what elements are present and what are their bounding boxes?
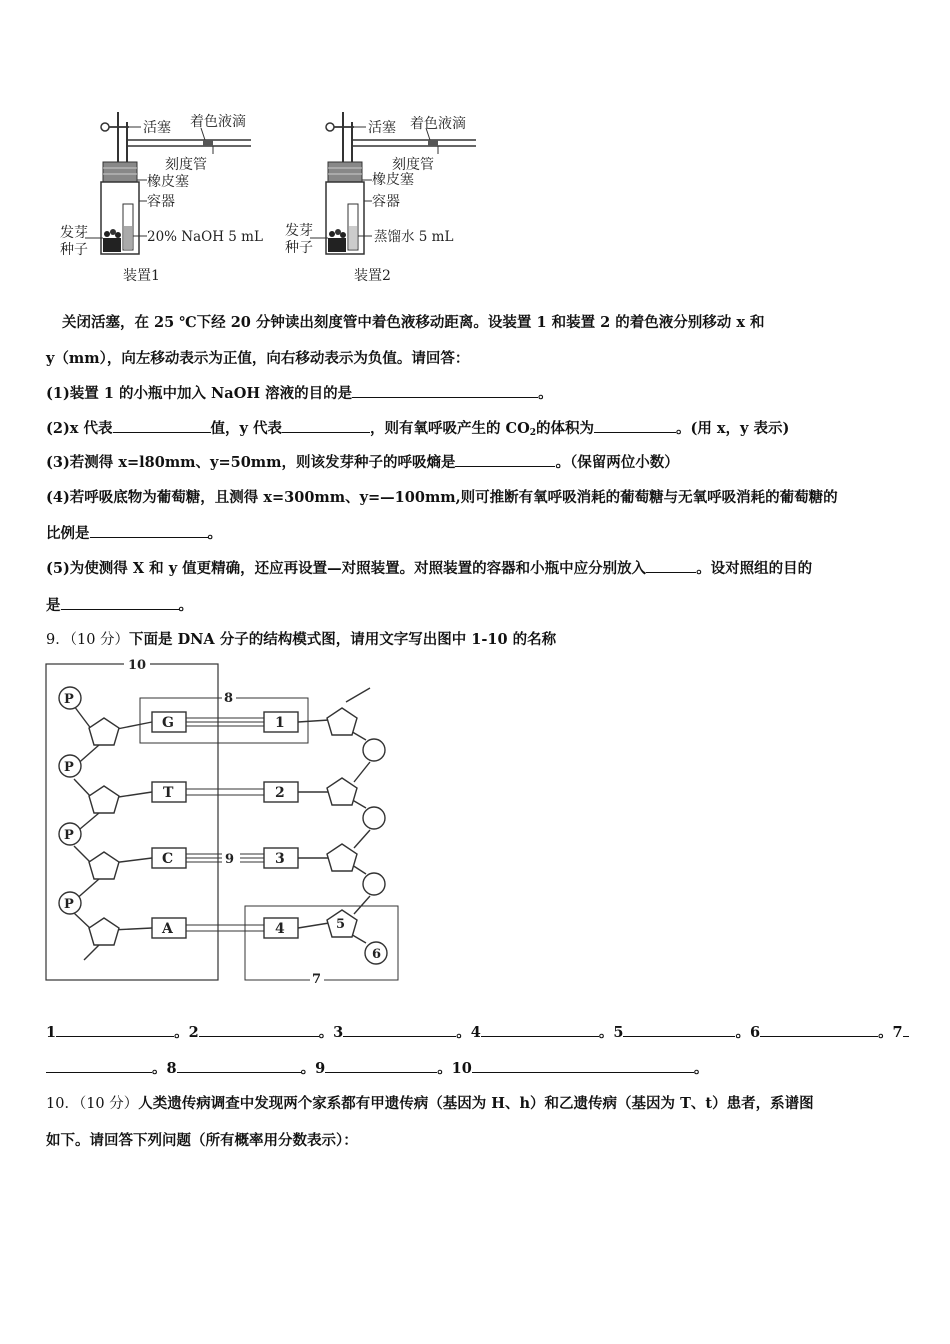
q8-part2-text-a: (2)x 代表: [46, 420, 113, 437]
answer-blank[interactable]: [646, 558, 696, 574]
q8-part3: [46, 451, 679, 472]
container-label: 容器: [372, 194, 400, 210]
device-2: [285, 112, 476, 284]
answer-blank[interactable]: [90, 523, 208, 539]
q10-text: 人类遗传病调查中发现两个家系都有甲遗传病（基因为 H、h）和乙遗传病（基因为 T、t）患者，系谱图: [138, 1095, 814, 1112]
stopper-label: 橡皮塞: [372, 172, 414, 188]
q9-prompt: [46, 628, 556, 649]
q9-text: 下面是 DNA 分子的结构模式图，请用文字写出图中 1-10 的名称: [129, 631, 557, 648]
answer-blank[interactable]: [199, 1022, 319, 1038]
q8-part2-text-b: 值，y 代表: [210, 420, 282, 437]
stopcock-label: 活塞: [143, 120, 171, 136]
q8-part5-text-c: 是: [46, 597, 61, 614]
q8-part5-text-b: 。设对照组的目的: [696, 560, 813, 577]
stopcock-handle: [101, 123, 109, 131]
q8-intro-line2: y（mm），向左移动表示为正值，向右移动表示为负值。请回答：: [46, 350, 470, 367]
q9-answers-line1: [46, 1021, 909, 1042]
q10-number: 10．（10 分）: [46, 1096, 139, 1112]
seeds-label-line1: 发芽: [60, 225, 88, 241]
answer-blank[interactable]: [455, 452, 555, 468]
label-8: 8: [224, 691, 234, 706]
base-label: A: [162, 921, 173, 937]
q8-part5-end: 。: [178, 597, 193, 614]
answer-blank[interactable]: [623, 1022, 735, 1038]
number-label: 1: [275, 715, 285, 731]
q8-intro-line1: 关闭活塞，在 25 ℃下经 20 分钟读出刻度管中着色液移动距离。设装置 1 和装置 2 的着色液分别移动 x 和: [62, 314, 765, 331]
stopcock-handle: [326, 123, 334, 131]
label-5: 5: [336, 917, 346, 932]
answer-label: 。3: [318, 1024, 344, 1041]
q8-part5-line1: [46, 557, 812, 578]
q9-answers-line2: [46, 1057, 708, 1078]
q9-number: 9．（10 分）: [46, 632, 130, 648]
answer-blank[interactable]: [472, 1058, 694, 1074]
co2-subscript: 2: [529, 428, 536, 438]
q10-prompt-line2: 如下。请回答下列问题（所有概率用分数表示）：: [46, 1132, 358, 1149]
solution-label: 蒸馏水 5 mL: [374, 229, 454, 245]
box-10: [46, 664, 218, 980]
answer-blank[interactable]: [594, 418, 676, 434]
answer-blank[interactable]: [903, 1022, 909, 1038]
respiration-apparatus-figure: [55, 100, 485, 290]
q8-part2: [46, 417, 789, 438]
q10-prompt-line1: [46, 1092, 814, 1113]
label-10: 10: [128, 658, 147, 673]
container-label: 容器: [147, 194, 175, 210]
q8-part4-text: 比例是: [46, 525, 90, 542]
answer-label: 。2: [174, 1024, 199, 1041]
answer-blank[interactable]: [61, 595, 179, 611]
answer-label: 1: [46, 1024, 57, 1041]
q8-part1-text: (1)装置 1 的小瓶中加入 NaOH 溶液的目的是: [46, 385, 353, 402]
dna-structure-diagram: [44, 658, 404, 990]
label-6: 6: [372, 947, 382, 962]
seeds-label-line2: 种子: [60, 242, 88, 258]
seeds-label-line2: 种子: [285, 240, 313, 256]
q8-part2-text-c: ，则有氧呼吸产生的 CO: [370, 420, 530, 437]
phosphate-label: P: [64, 897, 74, 912]
q8-part4-line1: (4)若呼吸底物为葡萄糖，且测得 x=300mm、y=—100mm,则可推断有氧呼吸消耗的葡萄糖与无氧呼吸消耗的葡萄糖的: [46, 489, 838, 506]
answer-blank[interactable]: [481, 1022, 599, 1038]
droplet-label: 着色液滴: [410, 116, 466, 132]
phosphate-label: P: [64, 760, 74, 775]
device-1: [60, 112, 263, 284]
q8-part5-text: (5)为使测得 X 和 y 值更精确，还应再设置—对照装置。对照装置的容器和小瓶中应分别放入: [46, 560, 647, 577]
answer-blank[interactable]: [343, 1022, 456, 1038]
q8-part5-line2: [46, 594, 193, 615]
answer-label: 。10: [437, 1060, 472, 1077]
droplet-label: 着色液滴: [190, 114, 246, 130]
answer-blank[interactable]: [56, 1022, 174, 1038]
tube-label: 刻度管: [165, 157, 207, 173]
left-strand: [59, 687, 152, 960]
answer-blank[interactable]: [325, 1058, 437, 1074]
answer-blank[interactable]: [760, 1022, 878, 1038]
answer-label: 。4: [456, 1024, 481, 1041]
number-label: 3: [275, 851, 285, 867]
solution-label: 20% NaOH 5 mL: [147, 229, 263, 245]
base-label: C: [162, 851, 174, 867]
answer-blank[interactable]: [46, 1058, 152, 1074]
q8-part1: [46, 382, 553, 403]
base-label: G: [162, 715, 174, 731]
stopper-label: 橡皮塞: [147, 174, 189, 190]
number-label: 4: [275, 921, 285, 937]
answer-blank[interactable]: [352, 383, 538, 399]
q8-part1-end: 。: [538, 385, 553, 402]
device-2-caption: 装置2: [354, 268, 391, 284]
q8-part3-text: (3)若测得 x=l80mm、y=50mm，则该发芽种子的呼吸熵是: [46, 454, 456, 471]
answer-blank[interactable]: [177, 1058, 301, 1074]
answer-label: 。8: [152, 1060, 177, 1077]
answer-label: 。5: [598, 1024, 624, 1041]
phosphate-label: P: [64, 692, 74, 707]
q8-part2-text-e: 。(用 x，y 表示): [675, 420, 790, 437]
answer-blank[interactable]: [113, 418, 211, 434]
base-label: T: [163, 785, 174, 801]
q8-part2-text-d: 的体积为: [535, 420, 594, 437]
q8-part4-end: 。: [207, 525, 222, 542]
phosphate-label: P: [64, 828, 74, 843]
answer-blank[interactable]: [282, 418, 370, 434]
seeds-label-line1: 发芽: [285, 223, 313, 239]
answer-label: 。6: [735, 1024, 761, 1041]
q8-part4-line2: [46, 522, 222, 543]
answer-label: 。9: [300, 1060, 326, 1077]
number-label: 2: [275, 785, 285, 801]
label-9: 9: [225, 852, 235, 867]
answer-label: 。: [693, 1060, 709, 1077]
tube-label: 刻度管: [392, 157, 434, 173]
stopcock-label: 活塞: [368, 120, 396, 136]
device-1-caption: 装置1: [123, 268, 160, 284]
q8-part3-end: 。（保留两位小数）: [555, 454, 679, 471]
label-7: 7: [312, 972, 322, 987]
answer-label: 。7: [878, 1024, 903, 1041]
